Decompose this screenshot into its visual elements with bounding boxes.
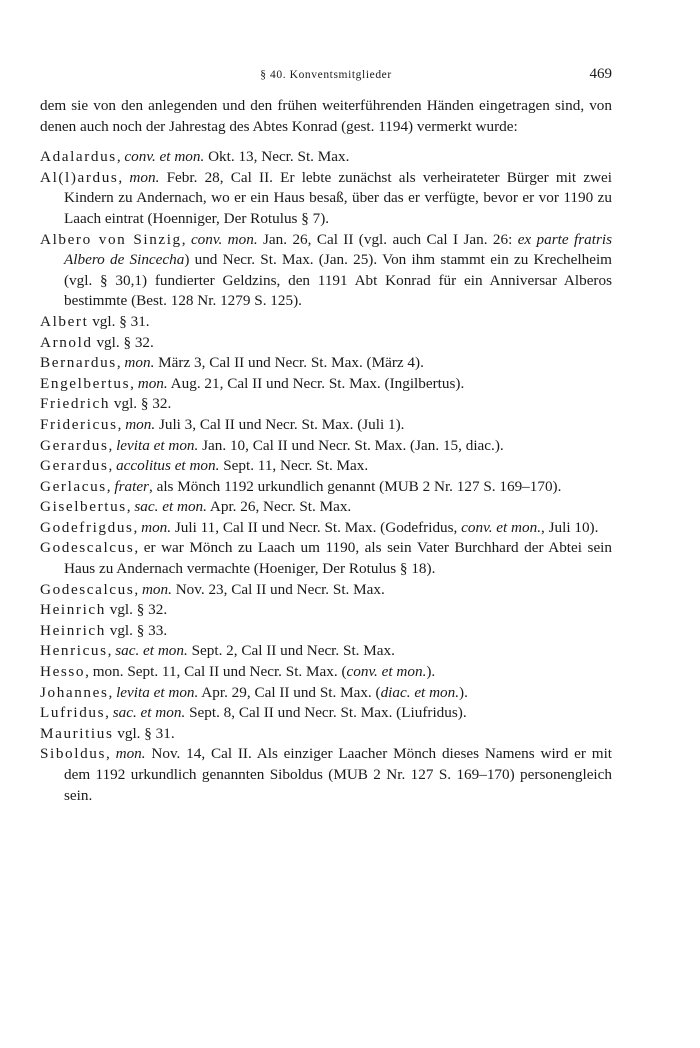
entry-name: Gerardus bbox=[40, 457, 109, 475]
entry-text: vgl. § 31. bbox=[113, 724, 175, 742]
entry-italic-text: conv. et mon. bbox=[124, 148, 205, 166]
entry bbox=[40, 147, 612, 168]
entry-name: Albert bbox=[40, 312, 89, 330]
entry-name: Johannes bbox=[40, 683, 109, 701]
entry-name: Giselbertus bbox=[40, 498, 127, 516]
entry-text: , bbox=[107, 642, 116, 660]
entry-text: vgl. § 33. bbox=[105, 621, 168, 639]
entry-text: , bbox=[134, 580, 142, 598]
entry-italic-text: conv. mon. bbox=[190, 230, 258, 248]
entry-italic-text: diac. et mon. bbox=[380, 683, 460, 701]
entry-name: Lufridus bbox=[40, 704, 106, 722]
entry bbox=[40, 333, 612, 354]
entry bbox=[40, 724, 612, 745]
entry-text: vgl. § 31. bbox=[88, 312, 150, 330]
entry-text: , bbox=[130, 374, 138, 392]
entry-text: vgl. § 32. bbox=[105, 601, 168, 619]
entry bbox=[40, 641, 612, 662]
entry-text: Apr. 29, Cal II und St. Max. ( bbox=[198, 683, 381, 701]
entry-italic-text: levita et mon. bbox=[116, 436, 199, 454]
entry-italic-text: mon. bbox=[125, 415, 156, 433]
entry-italic-text: mon. bbox=[129, 168, 160, 186]
entry-text: , bbox=[117, 415, 126, 433]
entry-text: , er war Mönch zu Laach um 1190, als sein Vater Burchhard der Abtei sein Haus zu Andernach vermachte (Hoeniger, Der Rotulus § 18). bbox=[64, 539, 612, 578]
entry-name: Mauritius bbox=[40, 724, 114, 742]
running-head-title: § 40. Konventsmitglieder bbox=[260, 69, 392, 81]
entry-text: ). bbox=[426, 663, 436, 681]
entry-italic-text: conv. et mon. bbox=[461, 518, 542, 536]
entry-text: Okt. 13, Necr. St. Max. bbox=[204, 148, 350, 166]
entry-text: vgl. § 32. bbox=[110, 395, 172, 413]
entry-text: ) und Necr. St. Max. (Jan. 25). Von ihm stammt ein zu Krechelheim (vgl. § 30,1) fundierter Geldzins, den 1191 Abt Konrad für ein Anniversar Alberos bestimmte (Best. 128 Nr. 1279 S. 125). bbox=[64, 251, 612, 310]
entry bbox=[40, 580, 612, 601]
entry-text: , bbox=[108, 436, 117, 454]
entry-text: , bbox=[118, 168, 130, 186]
entry bbox=[40, 621, 612, 642]
entry-italic-text: conv. et mon. bbox=[346, 663, 427, 681]
entry bbox=[40, 312, 612, 333]
entry-text: Febr. 28, Cal II. Er lebte zunächst als verheirateter Bürger mit zwei Kindern zu Andernach, wo er ein Haus besaß, über das er verfügte, bevor er vor 1190 zu Laach eintrat (Hoenniger, Der Rotulus § 7). bbox=[64, 168, 612, 227]
entry-text: Sept. 2, Cal II und Necr. St. Max. bbox=[187, 642, 395, 660]
entry-text: , bbox=[181, 230, 191, 248]
intro-paragraph: dem sie von den anlegenden und den frühen weiterführenden Händen eingetragen sind, von denen auch noch der Jahrestag des Abtes Konrad (gest. 1194) vermerkt wurde: bbox=[40, 97, 612, 135]
entry-text: Juli 11, Cal II und Necr. St. Max. (Godefridus, bbox=[171, 518, 462, 536]
entry-italic-text: sac. et mon. bbox=[115, 642, 188, 660]
entry-text: Jan. 26, Cal II (vgl. auch Cal I Jan. 26: bbox=[257, 230, 518, 248]
entry-italic-text: mon. bbox=[137, 374, 168, 392]
entry-text: Aug. 21, Cal II und Necr. St. Max. (Ingilbertus). bbox=[167, 374, 465, 392]
entry-italic-text: accolitus et mon. bbox=[116, 457, 220, 475]
entry-text: , bbox=[105, 704, 113, 722]
entry-name: Arnold bbox=[40, 333, 93, 351]
page-body bbox=[40, 96, 612, 806]
entry bbox=[40, 538, 612, 579]
entry-text: , bbox=[105, 745, 116, 763]
entry-italic-text: mon. bbox=[115, 745, 146, 763]
entry-list bbox=[40, 147, 612, 806]
entry-name: Heinrich bbox=[40, 621, 106, 639]
entry bbox=[40, 374, 612, 395]
entry-text: Juli 3, Cal II und Necr. St. Max. (Juli 1). bbox=[155, 415, 405, 433]
entry-text: Sept. 11, Necr. St. Max. bbox=[219, 457, 369, 475]
entry-italic-text: levita et mon. bbox=[116, 683, 199, 701]
entry-name: Godescalcus bbox=[40, 580, 135, 598]
entry-name: Bernardus bbox=[40, 354, 117, 372]
entry-text: , bbox=[116, 354, 125, 372]
entry-text: ). bbox=[459, 683, 468, 701]
entry-name: Godescalcus bbox=[40, 539, 135, 557]
entry-text: Nov. 23, Cal II und Necr. St. Max. bbox=[171, 580, 385, 598]
entry bbox=[40, 497, 612, 518]
entry-italic-text: sac. et mon. bbox=[112, 704, 186, 722]
entry bbox=[40, 394, 612, 415]
entry-name: Al(l)ardus bbox=[40, 168, 119, 186]
entry bbox=[40, 744, 612, 806]
entry-text: , bbox=[116, 148, 125, 166]
page-number: 469 bbox=[589, 66, 612, 82]
entry-text: , Juli 10). bbox=[541, 518, 599, 536]
entry-text: Jan. 10, Cal II und Necr. St. Max. (Jan. 15, diac.). bbox=[198, 436, 504, 454]
entry-name: Hesso bbox=[40, 663, 86, 681]
entry bbox=[40, 703, 612, 724]
entry-text: Apr. 26, Necr. St. Max. bbox=[206, 498, 352, 516]
entry-italic-text: mon. bbox=[124, 354, 155, 372]
entry-text: , bbox=[106, 477, 115, 495]
entry-name: Godefrigdus bbox=[40, 518, 134, 536]
entry bbox=[40, 230, 612, 312]
entry bbox=[40, 436, 612, 457]
entry-italic-text: sac. et mon. bbox=[134, 498, 207, 516]
entry bbox=[40, 456, 612, 477]
entry-name: Gerlacus bbox=[40, 477, 107, 495]
entry-italic-text: mon. bbox=[141, 580, 172, 598]
entry-italic-text: ex parte fratris Albero de Sincecha bbox=[64, 230, 612, 269]
entry-text: März 3, Cal II und Necr. St. Max. (März 4). bbox=[154, 354, 424, 372]
entry-name: Henricus bbox=[40, 642, 108, 660]
entry bbox=[40, 415, 612, 436]
entry-name: Adalardus bbox=[40, 148, 117, 166]
entry-italic-text: mon. bbox=[141, 518, 172, 536]
entry-text: , bbox=[133, 518, 142, 536]
entry-text: Nov. 14, Cal II. Als einziger Laacher Mönch dieses Namens wird er mit dem 1192 urkundlich genannten Siboldus (MUB 2 Nr. 127 S. 169–170) personengleich sein. bbox=[64, 745, 613, 804]
entry bbox=[40, 600, 612, 621]
entry-italic-text: frater bbox=[114, 477, 149, 495]
entry bbox=[40, 168, 612, 230]
entry-text: , mon. Sept. 11, Cal II und Necr. St. Max. ( bbox=[85, 663, 347, 681]
entry bbox=[40, 353, 612, 374]
running-head bbox=[40, 66, 612, 86]
entry bbox=[40, 477, 612, 498]
entry-name: Siboldus bbox=[40, 745, 106, 763]
entry-text: Sept. 8, Cal II und Necr. St. Max. (Liufridus). bbox=[185, 704, 467, 722]
entry-text: , bbox=[108, 457, 117, 475]
entry-name: Engelbertus bbox=[40, 374, 131, 392]
entry-name: Heinrich bbox=[40, 601, 106, 619]
entry bbox=[40, 683, 612, 704]
entry-name: Albero von Sinzig bbox=[40, 230, 182, 248]
entry bbox=[40, 518, 612, 539]
entry-name: Fridericus bbox=[40, 415, 118, 433]
entry bbox=[40, 662, 612, 683]
entry-text: , bbox=[108, 683, 117, 701]
entry-text: , bbox=[126, 498, 135, 516]
entry-name: Gerardus bbox=[40, 436, 109, 454]
entry-text: vgl. § 32. bbox=[92, 333, 154, 351]
entry-text: , als Mönch 1192 urkundlich genannt (MUB 2 Nr. 127 S. 169–170). bbox=[148, 477, 562, 495]
entry-name: Friedrich bbox=[40, 395, 111, 413]
